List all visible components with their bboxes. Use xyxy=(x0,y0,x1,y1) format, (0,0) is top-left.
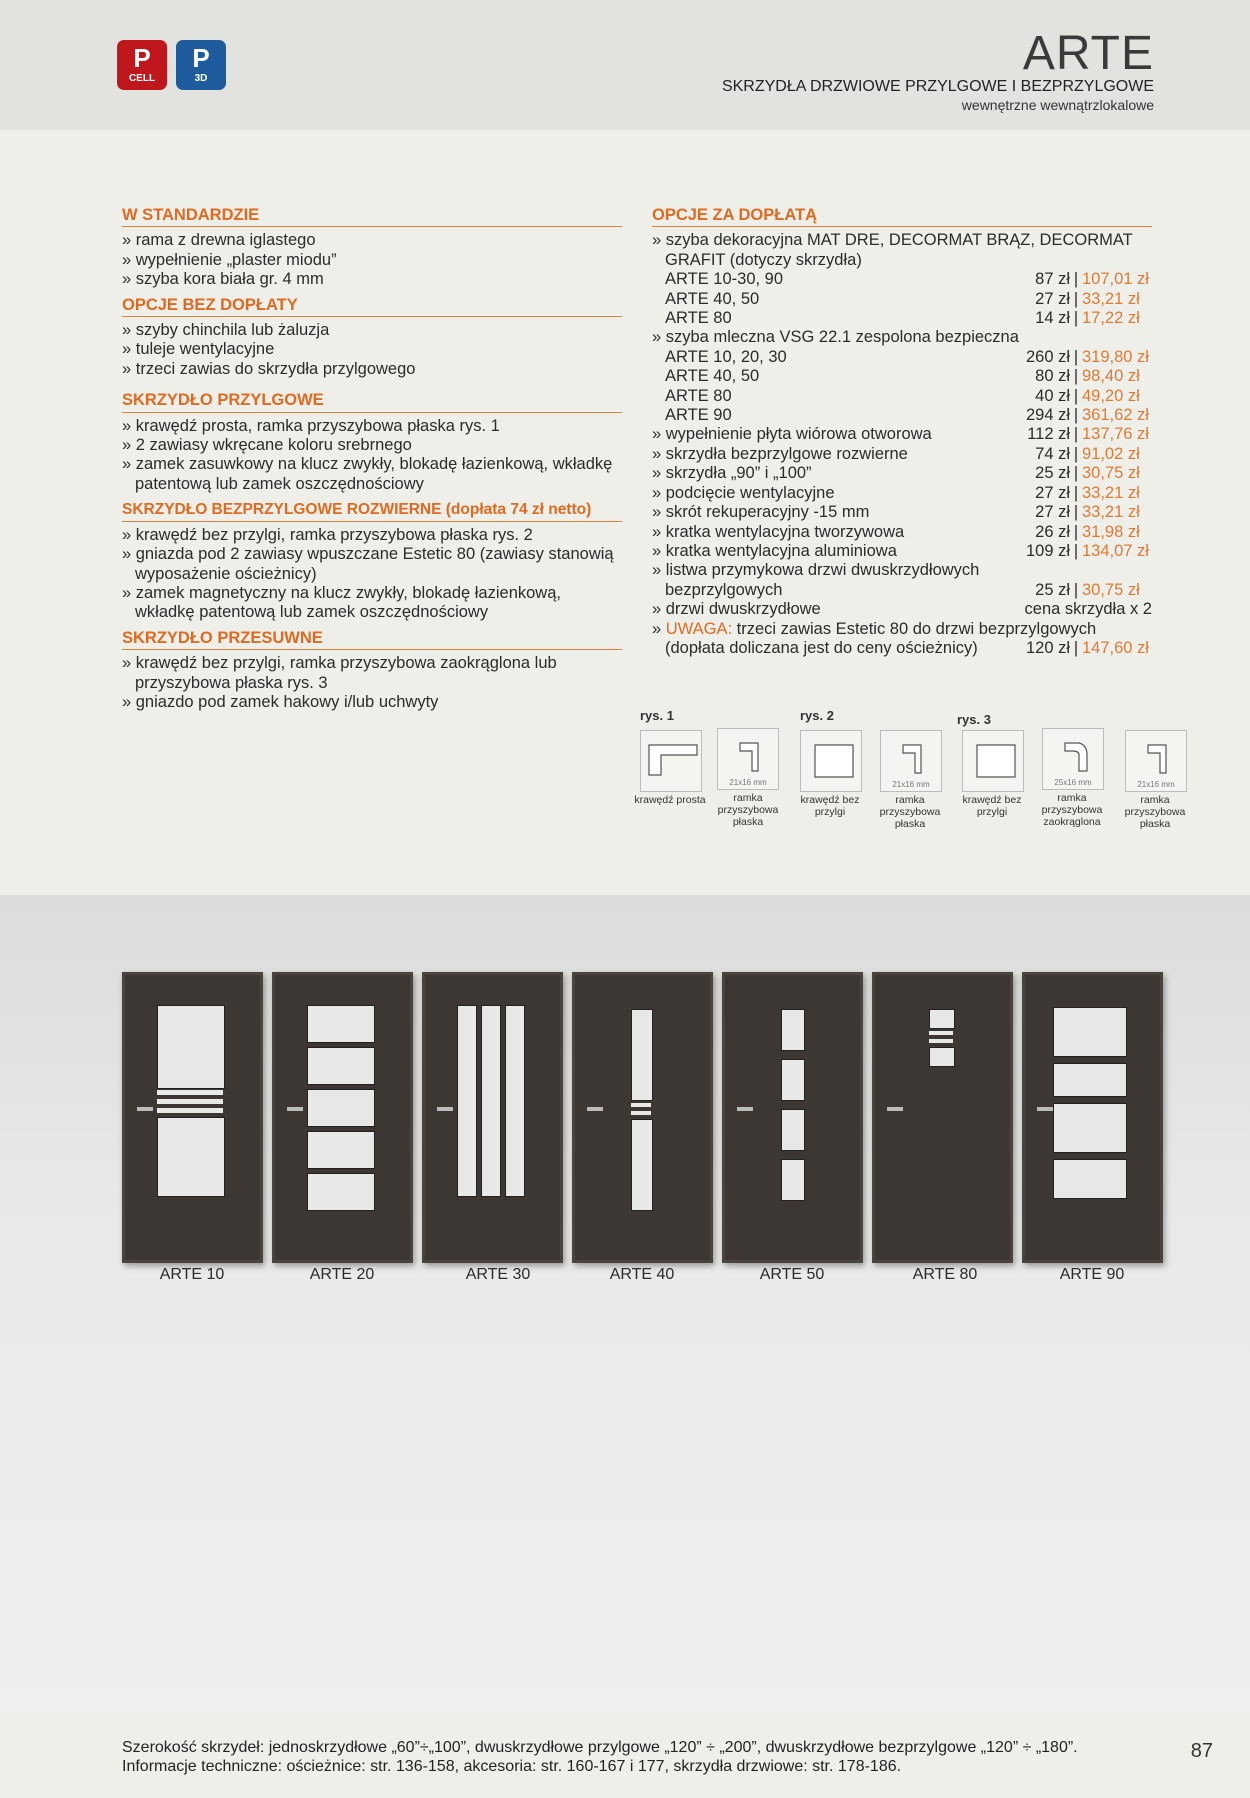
door-arte-20 xyxy=(272,972,413,1263)
warning-item: » UWAGA: trzeci zawias Estetic 80 do drzwi bezprzylgowych xyxy=(652,619,1097,638)
door-arte-30 xyxy=(422,972,563,1263)
p-3d-badge: P 3D xyxy=(176,40,226,90)
left-column xyxy=(122,206,622,712)
profile-label: ramka przyszybowa płaska xyxy=(1124,794,1186,830)
frame-flat-drawing-3: 21x16 mm xyxy=(1125,730,1187,792)
page-header xyxy=(0,0,1250,130)
price-row: » drzwi dwuskrzydłowe cena skrzydła x 2 xyxy=(652,600,1152,619)
list-item: » trzeci zawias do skrzydła przylgowego xyxy=(122,359,416,378)
edge-straight-drawing xyxy=(640,730,702,792)
list-item: » szyby chinchila lub żaluzja xyxy=(122,321,330,340)
frame-rounded-drawing: 25x16 mm xyxy=(1042,728,1104,790)
list-item: » krawędź bez przylgi, ramka przyszybowa zaokrąglona lub przyszybowa płaska rys. 3 xyxy=(122,654,557,692)
door-handle xyxy=(437,1107,453,1111)
rys-1-label: rys. 1 xyxy=(640,708,674,723)
price-row: ARTE 10, 20, 30 260 zł | 319,80 zł xyxy=(665,347,1149,366)
warning-label: UWAGA: xyxy=(665,619,733,638)
p-cell-badge: P CELL xyxy=(117,40,167,90)
door-handle xyxy=(737,1107,753,1111)
profile-label: krawędź prosta xyxy=(634,794,706,806)
profile-label: ramka przyszybowa płaska xyxy=(717,792,779,828)
list-item: » zamek zasuwkowy na klucz zwykły, blokadę łazienkową, wkładkę patentową lub zamek oszczędnościowy xyxy=(122,455,613,493)
list-item: » krawędź prosta, ramka przyszybowa płaska rys. 1 xyxy=(122,416,500,435)
price-row: ARTE 10-30, 90 87 zł | 107,01 zł xyxy=(665,270,1149,289)
door-handle xyxy=(287,1107,303,1111)
door-label: ARTE 40 xyxy=(609,1266,675,1283)
price-row: ARTE 90 294 zł | 361,62 zł xyxy=(665,406,1149,425)
list-item: » 2 zawiasy wkręcane koloru srebrnego xyxy=(122,436,412,455)
profile-label: krawędź bez przylgi xyxy=(962,794,1022,818)
profile-label: krawędź bez przylgi xyxy=(800,794,860,818)
price-row: » podcięcie wentylacyjne 27 zł | 33,21 zł xyxy=(652,483,1140,502)
price-row: ARTE 80 14 zł | 17,22 zł xyxy=(665,309,1140,328)
list-item: » gniazda pod 2 zawiasy wpuszczane Estetic 80 (zawiasy stanowią wyposażenie ościeżnicy) xyxy=(122,545,614,583)
door-handle xyxy=(137,1107,153,1111)
list-item: » wypełnienie „plaster miodu” xyxy=(122,250,337,269)
section-sliding-leaf: SKRZYDŁO PRZESUWNE xyxy=(122,629,622,650)
door-label: ARTE 80 xyxy=(912,1266,978,1283)
rys-3-label: rys. 3 xyxy=(957,712,991,727)
list-item: » listwa przymykowa drzwi dwuskrzydłowych xyxy=(652,561,980,580)
door-label: ARTE 10 xyxy=(159,1266,225,1283)
list-item: » szyba dekoracyjna MAT DRE, DECORMAT BRĄZ, DECORMAT GRAFIT (dotyczy skrzydła) xyxy=(652,231,1133,269)
door-handle xyxy=(1037,1107,1053,1111)
price-row: » wypełnienie płyta wiórowa otworowa 112 zł | 137,76 zł xyxy=(652,425,1149,444)
door-label: ARTE 50 xyxy=(759,1266,825,1283)
page-subtitle: SKRZYDŁA DRZWIOWE PRZYLGOWE I BEZPRZYLGOWE xyxy=(721,78,1154,95)
price-row: (dopłata doliczana jest do ceny ościeżnicy) 120 zł | 147,60 zł xyxy=(665,638,1149,657)
edge-no-rebate-drawing xyxy=(800,730,862,792)
door-label: ARTE 20 xyxy=(309,1266,375,1283)
right-column xyxy=(652,206,1152,658)
price-row: » skrzydła „90” i „100” 25 zł | 30,75 zł xyxy=(652,464,1140,483)
door-handle xyxy=(887,1107,903,1111)
door-arte-90 xyxy=(1022,972,1163,1263)
door-arte-40 xyxy=(572,972,713,1263)
section-standard: W STANDARDZIE xyxy=(122,206,622,227)
list-item: » zamek magnetyczny na klucz zwykły, blokadę łazienkową, wkładkę patentową lub zamek oszczędnościowy xyxy=(122,583,561,622)
price-row: » kratka wentylacyjna tworzywowa 26 zł | 31,98 zł xyxy=(652,522,1140,541)
rys-2-label: rys. 2 xyxy=(800,708,834,723)
door-arte-10 xyxy=(122,972,263,1263)
section-free-options: OPCJE BEZ DOPŁATY xyxy=(122,296,622,317)
page-subtitle-2: wewnętrzne wewnątrzlokalowe xyxy=(961,97,1154,113)
page-title: ARTE xyxy=(1022,27,1154,80)
door-label: ARTE 90 xyxy=(1059,1266,1125,1283)
section-paid-options: OPCJE ZA DOPŁATĄ xyxy=(652,206,1152,227)
section-non-rebated-leaf: SKRZYDŁO BEZPRZYLGOWE ROZWIERNE (dopłata 74 zł netto) xyxy=(122,500,622,521)
page-number: 87 xyxy=(1190,1740,1213,1762)
list-item: » szyba mleczna VSG 22.1 zespolona bezpieczna xyxy=(652,328,1019,347)
list-item: » rama z drewna iglastego xyxy=(122,231,316,250)
edge-no-rebate-drawing-2 xyxy=(962,730,1024,792)
price-row: ARTE 80 40 zł | 49,20 zł xyxy=(665,386,1140,405)
price-row: bezprzylgowych 25 zł | 30,75 zł xyxy=(665,580,1140,599)
section-rebated-leaf: SKRZYDŁO PRZYLGOWE xyxy=(122,391,622,412)
profile-label: ramka przyszybowa płaska xyxy=(879,794,941,830)
door-arte-50 xyxy=(722,972,863,1263)
footer-note: Szerokość skrzydeł: jednoskrzydłowe „60”÷„100”, dwuskrzydłowe przylgowe „120” ÷ „200”, dwuskrzydłowe bezprzylgowe „120” ÷ „180”. Informacje techniczne: ościeżnice: str. 136-158, akcesoria: str. 160-167 i 177, skrzydła drzwiowe: str. 178-186. xyxy=(122,1739,1078,1775)
frame-flat-drawing: 21x16 mm xyxy=(717,728,779,790)
list-item: » krawędź bez przylgi, ramka przyszybowa płaska rys. 2 xyxy=(122,525,533,544)
door-handle xyxy=(587,1107,603,1111)
price-row: » skrót rekuperacyjny -15 mm 27 zł | 33,21 zł xyxy=(652,503,1140,522)
price-row: » skrzydła bezprzylgowe rozwierne 74 zł | 91,02 zł xyxy=(652,444,1140,463)
list-item: » szyba kora biała gr. 4 mm xyxy=(122,270,324,289)
profile-label: ramka przyszybowa zaokrąglona xyxy=(1041,792,1103,828)
list-item: » gniazdo pod zamek hakowy i/lub uchwyty xyxy=(122,692,439,711)
frame-flat-drawing-2: 21x16 mm xyxy=(880,730,942,792)
price-row: » kratka wentylacyjna aluminiowa 109 zł | 134,07 zł xyxy=(652,541,1149,560)
price-row: ARTE 40, 50 80 zł | 98,40 zł xyxy=(665,367,1140,386)
door-arte-80 xyxy=(872,972,1013,1263)
list-item: » tuleje wentylacyjne xyxy=(122,340,275,359)
door-label: ARTE 30 xyxy=(465,1266,531,1283)
price-row: ARTE 40, 50 27 zł | 33,21 zł xyxy=(665,289,1140,308)
